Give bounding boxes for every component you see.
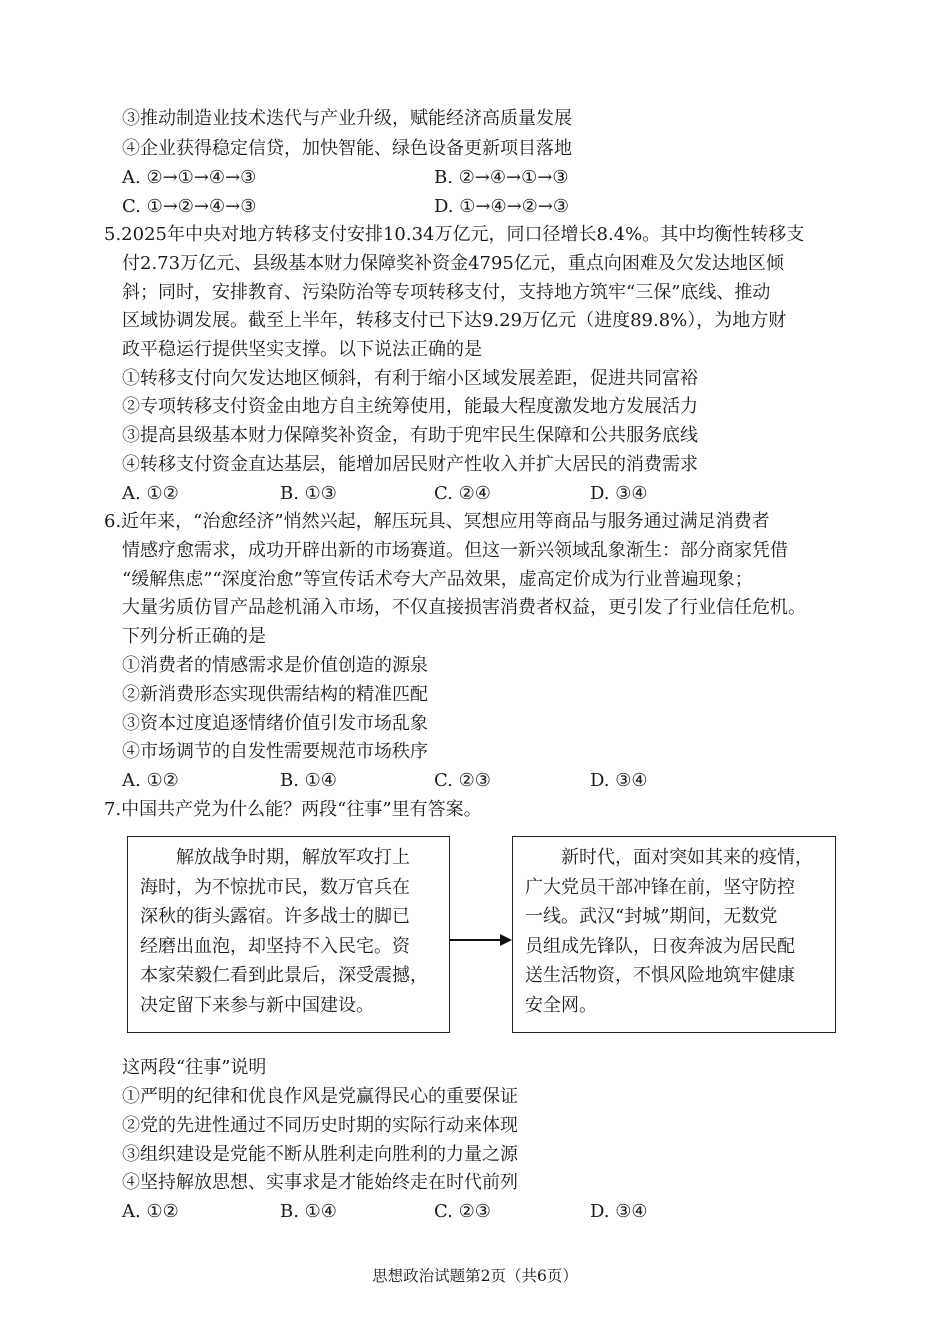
- q4-item-4: ④企业获得稳定信贷，加快智能、绿色设备更新项目落地: [122, 138, 572, 159]
- q5-stem-line: 斜；同时，安排教育、污染防治等专项转移支付，支持地方筑牢“三保”底线、推动: [122, 282, 771, 303]
- q7-item-1: ①严明的纪律和优良作风是党赢得民心的重要保证: [122, 1086, 518, 1107]
- q5-stem-line: 区域协调发展。截至上半年，转移支付已下达9.29万亿元（进度89.8%），为地方财: [122, 310, 787, 331]
- q5-item-1: ①转移支付向欠发达地区倾斜，有利于缩小区域发展差距，促进共同富裕: [122, 368, 698, 389]
- q5-stem-line: 5.2025年中央对地方转移支付安排10.34万亿元，同口径增长8.4%。其中均衡性转移支: [104, 224, 805, 245]
- q6-option-d: D. ③④: [590, 770, 648, 791]
- q7-item-3: ③组织建设是党能不断从胜利走向胜利的力量之源: [122, 1144, 518, 1165]
- q6-item-3: ③资本过度追逐情绪价值引发市场乱象: [122, 713, 428, 734]
- q6-stem-line: “缓解焦虑”“深度治愈”等宣传话术夸大产品效果，虚高定价成为行业普遍现象；: [122, 569, 753, 590]
- q6-item-4: ④市场调节的自发性需要规范市场秩序: [122, 741, 428, 762]
- q4-option-c: C. ①→②→④→③: [122, 196, 257, 217]
- q7-option-b: B. ①④: [280, 1201, 337, 1222]
- q4-option-d: D. ①→④→②→③: [434, 196, 570, 217]
- q5-option-c: C. ②④: [434, 483, 491, 504]
- q7-story-box-left: [127, 836, 450, 1033]
- page-footer: 思想政治试题第2页（共6页）: [372, 1267, 578, 1285]
- story-line: 安全网。: [525, 994, 597, 1016]
- story-line: 本家荣毅仁看到此景后，深受震撼，: [140, 965, 428, 986]
- story-line: 新时代，面对突如其来的疫情，: [525, 847, 813, 868]
- q6-option-c: C. ②③: [434, 770, 491, 791]
- q7-item-2: ②党的先进性通过不同历史时期的实际行动来体现: [122, 1115, 518, 1136]
- q5-option-a: A. ①②: [122, 483, 179, 504]
- q6-item-2: ②新消费形态实现供需结构的精准匹配: [122, 684, 428, 705]
- story-line: 海时，为不惊扰市民，数万官兵在: [140, 876, 410, 898]
- q6-stem-line: 下列分析正确的是: [122, 626, 266, 647]
- right-arrow-icon: [450, 930, 514, 950]
- q6-option-b: B. ①④: [280, 770, 337, 791]
- q5-stem-line: 政平稳运行提供坚实支撑。以下说法正确的是: [122, 339, 482, 360]
- q5-item-4: ④转移支付资金直达基层，能增加居民财产性收入并扩大居民的消费需求: [122, 454, 698, 475]
- story-line: 决定留下来参与新中国建设。: [140, 994, 374, 1016]
- q7-option-d: D. ③④: [590, 1201, 648, 1222]
- q5-option-d: D. ③④: [590, 483, 648, 504]
- story-line: 员组成先锋队，日夜奔波为居民配: [525, 935, 795, 957]
- story-line: 广大党员干部冲锋在前，坚守防控: [525, 876, 795, 898]
- story-line: 一线。武汉“封城”期间，无数党: [525, 906, 778, 927]
- q7-option-c: C. ②③: [434, 1201, 491, 1222]
- q7-lead: 这两段“往事”说明: [122, 1057, 267, 1078]
- q6-item-1: ①消费者的情感需求是价值创造的源泉: [122, 655, 428, 676]
- q4-item-3: ③推动制造业技术迭代与产业升级，赋能经济高质量发展: [122, 108, 572, 129]
- q6-stem-line: 大量劣质仿冒产品趁机涌入市场，不仅直接损害消费者权益，更引发了行业信任危机。: [122, 597, 806, 618]
- q7-item-4: ④坚持解放思想、实事求是才能始终走在时代前列: [122, 1172, 518, 1193]
- q7-option-a: A. ①②: [122, 1201, 179, 1222]
- q4-option-a: A. ②→①→④→③: [122, 167, 257, 188]
- q6-stem-line: 6.近年来，“治愈经济”悄然兴起，解压玩具、冥想应用等商品与服务通过满足消费者: [104, 511, 770, 532]
- story-line: 送生活物资，不惧风险地筑牢健康: [525, 965, 795, 986]
- story-line: 解放战争时期，解放军攻打上: [140, 847, 410, 868]
- q6-stem-line: 情感疗愈需求，成功开辟出新的市场赛道。但这一新兴领域乱象渐生：部分商家凭借: [122, 540, 788, 561]
- story-line: 深秋的街头露宿。许多战士的脚已: [140, 906, 410, 927]
- q6-option-a: A. ①②: [122, 770, 179, 791]
- q7-stem: 7.中国共产党为什么能？两段“往事”里有答案。: [104, 799, 482, 820]
- q5-item-3: ③提高县级基本财力保障奖补资金，有助于兜牢民生保障和公共服务底线: [122, 425, 698, 446]
- q5-item-2: ②专项转移支付资金由地方自主统筹使用，能最大程度激发地方发展活力: [122, 396, 698, 417]
- q5-option-b: B. ①③: [280, 483, 337, 504]
- q7-story-box-right: [512, 836, 836, 1033]
- q4-option-b: B. ②→④→①→③: [434, 167, 569, 188]
- q5-stem-line: 付2.73万亿元、县级基本财力保障奖补资金4795亿元，重点向困难及欠发达地区倾: [122, 253, 784, 274]
- story-line: 经磨出血泡，却坚持不入民宅。资: [140, 935, 410, 957]
